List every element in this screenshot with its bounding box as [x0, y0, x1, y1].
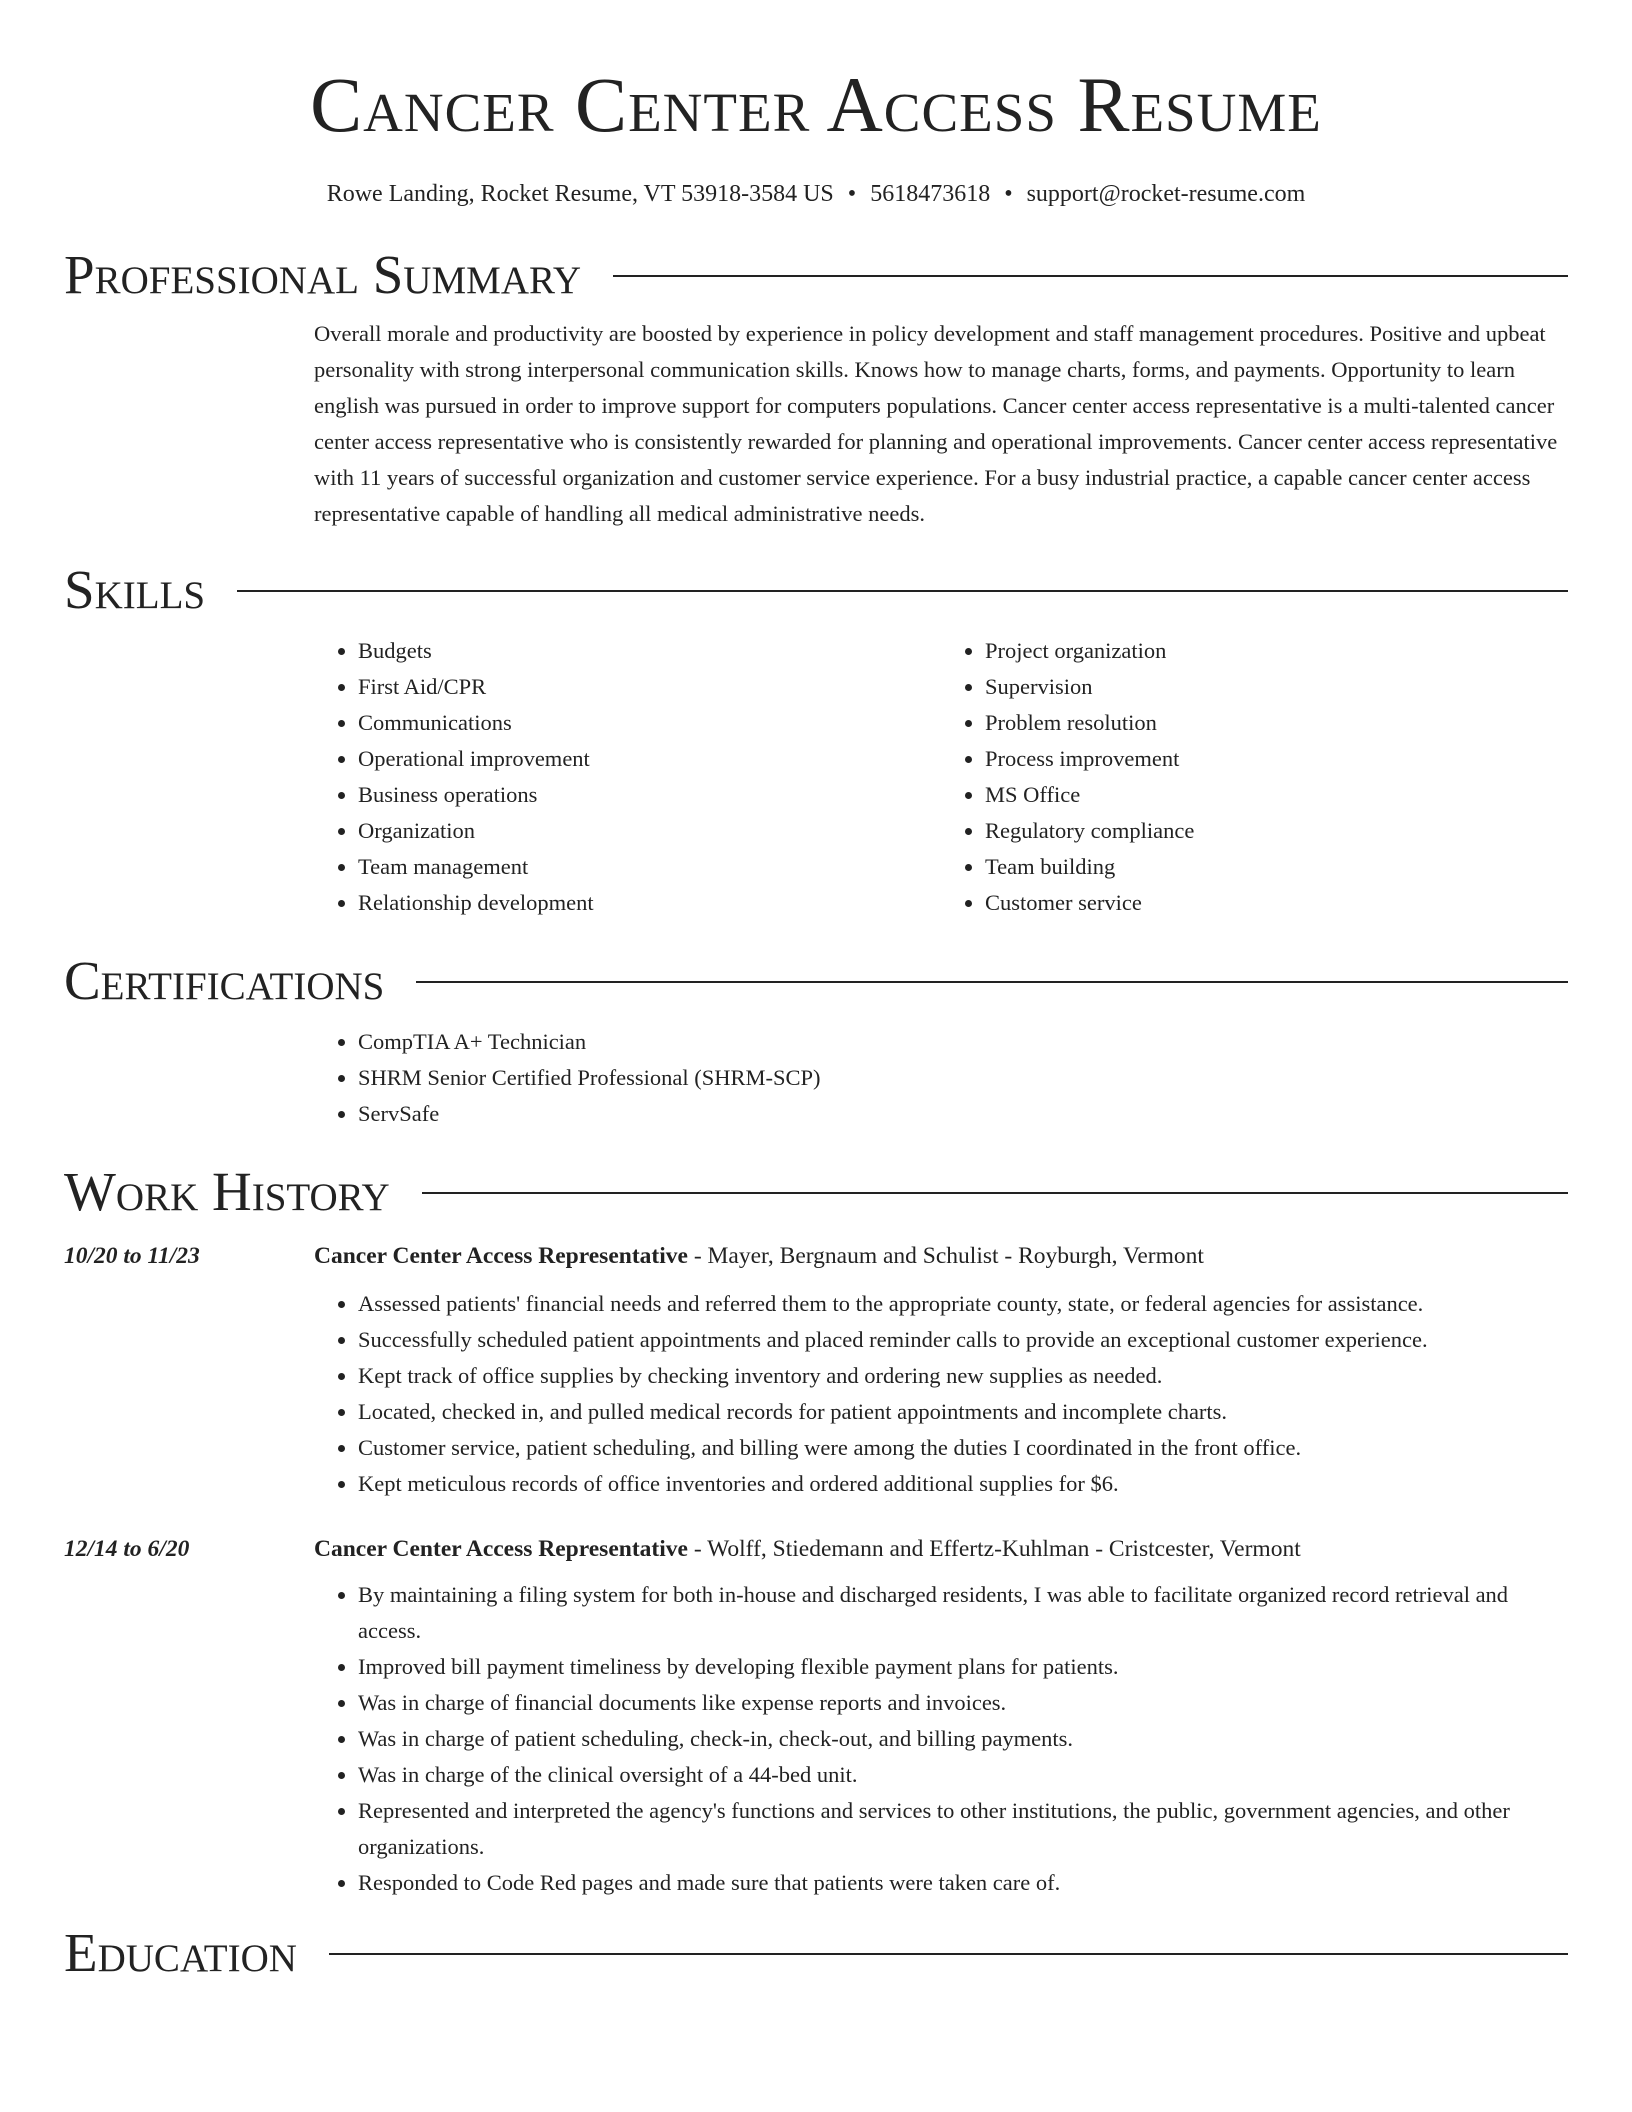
skill-item: • Team management	[358, 849, 941, 885]
job-title: Cancer Center Access Representative	[314, 1242, 688, 1269]
job-bullet: • Kept meticulous records of office inventories and ordered additional supplies for $6.	[358, 1466, 1568, 1502]
skill-item: • Supervision	[985, 669, 1568, 705]
job-bullet: • Assessed patients' financial needs and referred them to the appropriate county, state, or federal agencies for assistance.	[358, 1286, 1568, 1322]
skill-item: • Business operations	[358, 777, 941, 813]
certification-item: • ServSafe	[358, 1096, 1568, 1132]
skill-item: • Relationship development	[358, 885, 941, 921]
skill-item: • MS Office	[985, 777, 1568, 813]
summary-heading: Professional Summary	[64, 243, 582, 305]
certifications-body	[314, 1024, 1568, 1132]
job-bullet: • Represented and interpreted the agency's functions and services to other institutions, the public, government agencies, and other organizations.	[358, 1793, 1568, 1865]
contact-email: support@rocket-resume.com	[1026, 181, 1306, 207]
contact-address: Rowe Landing, Rocket Resume, VT 53918-3584 US	[326, 181, 834, 207]
skill-item: • Regulatory compliance	[985, 813, 1568, 849]
skill-item: • First Aid/CPR	[358, 669, 941, 705]
section-divider	[329, 1953, 1568, 1955]
job-bullet: • Located, checked in, and pulled medical records for patient appointments and incomplete charts.	[358, 1394, 1568, 1430]
job-dates: 10/20 to 11/23	[64, 1242, 200, 1269]
job-title-line	[314, 1536, 1301, 1563]
job-employer: - Wolff, Stiedemann and Effertz-Kuhlman - Cristcester, Vermont	[687, 1535, 1301, 1562]
job-details	[314, 1577, 1568, 1901]
skill-item: • Project organization	[985, 633, 1568, 669]
skill-item: • Customer service	[985, 885, 1568, 921]
job-bullet: • By maintaining a filing system for both in-house and discharged residents, I was able to facilitate organized record retrieval and access.	[358, 1577, 1568, 1649]
certification-item: • SHRM Senior Certified Professional (SHRM-SCP)	[358, 1060, 1568, 1096]
contact-separator: •	[847, 181, 857, 207]
summary-body	[314, 316, 1568, 532]
skill-item: • Budgets	[358, 633, 941, 669]
section-divider	[422, 1192, 1568, 1194]
section-divider	[416, 981, 1568, 983]
skill-item: • Team building	[985, 849, 1568, 885]
job-title-line	[314, 1243, 1204, 1270]
skills-heading: Skills	[64, 558, 206, 620]
contact-phone: 5618473618	[870, 181, 991, 207]
section-divider	[237, 590, 1568, 592]
contact-separator: •	[1004, 181, 1013, 207]
job-employer: - Mayer, Bergnaum and Schulist - Royburgh, Vermont	[687, 1242, 1204, 1269]
summary-section-header	[64, 243, 1568, 305]
education-section-header	[64, 1921, 1568, 1983]
job-bullet: • Customer service, patient scheduling, and billing were among the duties I coordinated in the front office.	[358, 1430, 1568, 1466]
skill-item: • Organization	[358, 813, 941, 849]
job-dates: 12/14 to 6/20	[64, 1535, 190, 1562]
skill-item: • Problem resolution	[985, 705, 1568, 741]
certifications-list	[314, 1024, 1568, 1132]
job-bullet: • Was in charge of financial documents like expense reports and invoices.	[358, 1685, 1568, 1721]
summary-text: Overall morale and productivity are boosted by experience in policy development and staff management procedures. Positive and upbeat personality with strong interpersonal communication skills. Knows how to manage charts, forms, and payments. Opportunity to learn english was pursued in order to improve support for computers populations. Cancer center access representative is a multi-talented cancer center access representative who is consistently rewarded for planning and operational improvements. Cancer center access representative with 11 years of successful organization and customer service experience. For a busy industrial practice, a capable cancer center access representative capable of handling all medical administrative needs.	[314, 320, 1558, 526]
job-title: Cancer Center Access Representative	[314, 1535, 688, 1562]
certifications-section-header	[64, 949, 1568, 1011]
job-bullet: • Was in charge of patient scheduling, check-in, check-out, and billing payments.	[358, 1721, 1568, 1757]
certifications-heading: Certifications	[64, 949, 385, 1011]
skill-item: • Communications	[358, 705, 941, 741]
skill-item: • Operational improvement	[358, 741, 941, 777]
job-bullet: • Kept track of office supplies by checking inventory and ordering new supplies as needed.	[358, 1358, 1568, 1394]
job-details	[314, 1286, 1568, 1502]
resume-title: Cancer Center Access Resume	[310, 61, 1322, 148]
job-bullet: • Responded to Code Red pages and made sure that patients were taken care of.	[358, 1865, 1568, 1901]
skills-list-left	[314, 633, 941, 921]
education-heading: Education	[64, 1921, 297, 1983]
job-bullet: • Was in charge of the clinical oversight of a 44-bed unit.	[358, 1757, 1568, 1793]
job-header	[64, 1536, 1568, 1563]
contact-line	[64, 180, 1568, 209]
skills-list-right	[941, 633, 1568, 921]
certification-item: • CompTIA A+ Technician	[358, 1024, 1568, 1060]
skill-item: • Process improvement	[985, 741, 1568, 777]
job-bullets	[314, 1286, 1568, 1502]
skills-section-header	[64, 558, 1568, 620]
job-bullet: • Successfully scheduled patient appointments and placed reminder calls to provide an exceptional customer experience.	[358, 1322, 1568, 1358]
skills-body	[314, 633, 1568, 921]
job-bullet: • Improved bill payment timeliness by developing flexible payment plans for patients.	[358, 1649, 1568, 1685]
work-heading: Work History	[64, 1160, 390, 1222]
work-section-header	[64, 1160, 1568, 1222]
job-header	[64, 1243, 1568, 1270]
section-divider	[613, 275, 1568, 277]
job-bullets	[314, 1577, 1568, 1901]
